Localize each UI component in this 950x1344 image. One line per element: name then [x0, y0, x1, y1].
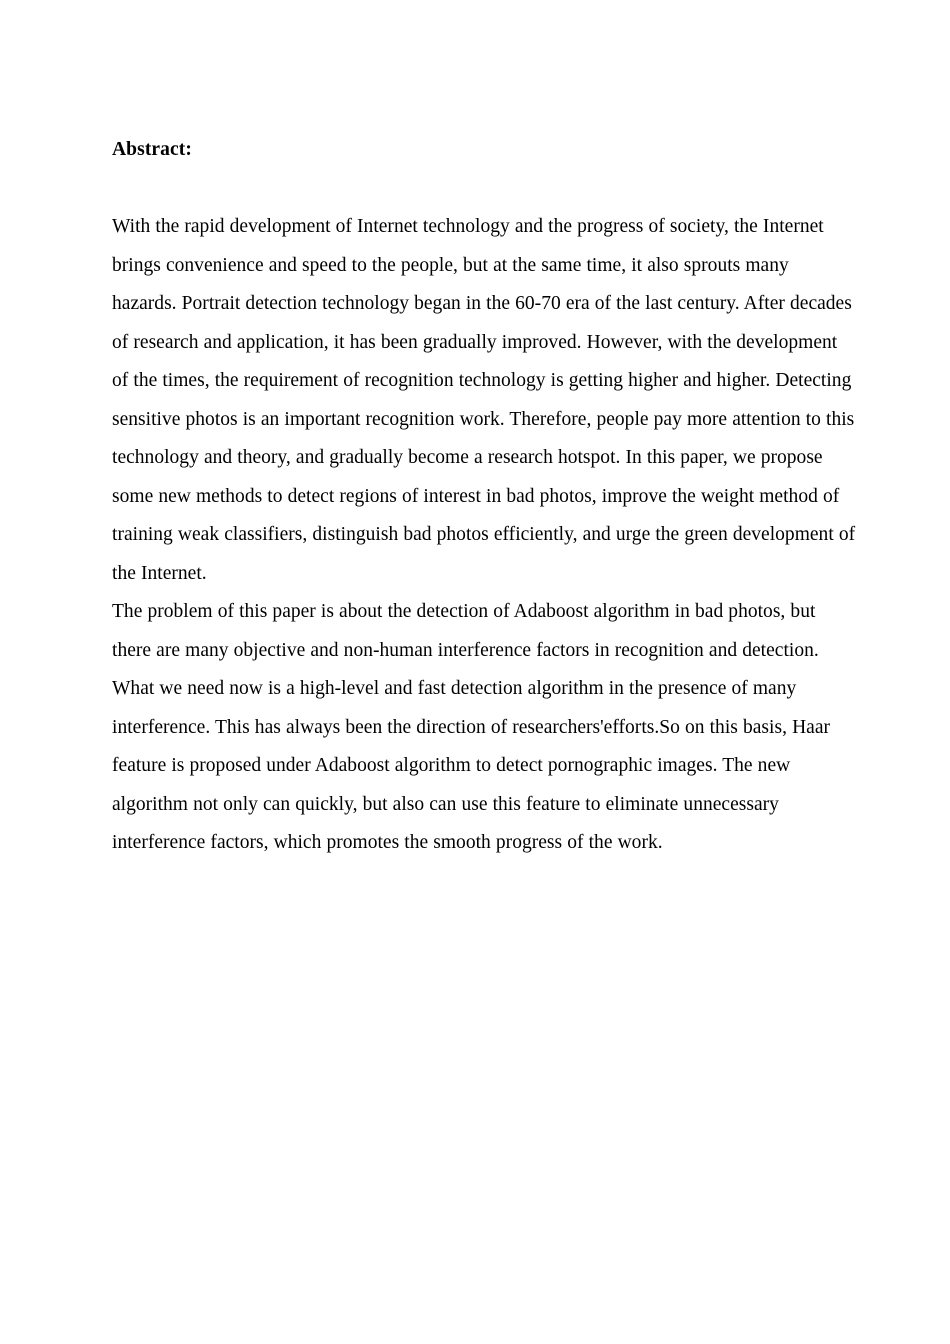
- abstract-body: [112, 208, 857, 863]
- heading-body-spacer: [112, 170, 857, 209]
- document-content: [112, 131, 857, 863]
- abstract-paragraph-2: The problem of this paper is about the detection of Adaboost algorithm in bad photos, but there are many objective and non-human interference factors in recognition and detection. What we need now is a high-level and fast detection algorithm in the presence of many interference. This has always been the direction of researchers'efforts.So on this basis, Haar feature is proposed under Adaboost algorithm to detect pornographic images. The new algorithm not only can quickly, but also can use this feature to eliminate unnecessary interference factors, which promotes the smooth progress of the work.: [112, 601, 831, 853]
- abstract-paragraph-1: With the rapid development of Internet technology and the progress of society, the Internet brings convenience and speed to the people, but at the same time, it also sprouts many hazards. Portrait detection technology began in the 60-70 era of the last century. After decades of research and application, it has been gradually improved. However, with the development of the times, the requirement of recognition technology is getting higher and higher. Detecting sensitive photos is an important recognition work. Therefore, people pay more attention to this technology and theory, and gradually become a research hotspot. In this paper, we propose some new methods to detect regions of interest in bad photos, improve the weight method of training weak classifiers, distinguish bad photos efficiently, and urge the green development of the Internet.: [112, 216, 856, 584]
- abstract-heading: Abstract:: [112, 139, 192, 160]
